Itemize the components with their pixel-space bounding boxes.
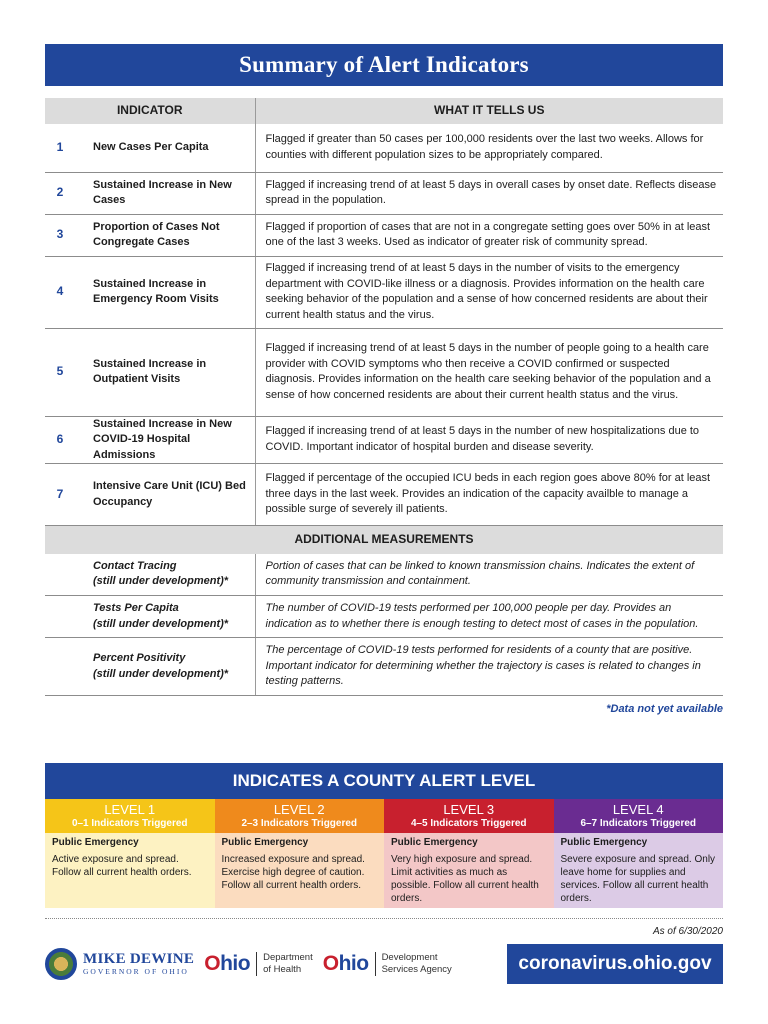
indicator-name: Sustained Increase in New Cases [75, 172, 255, 214]
measurement-description: The percentage of COVID-19 tests performed for residents of a county that are positive. Important indicator for determining whether the trajectory is cases is related to changes in testing patterns. [255, 638, 723, 696]
dept-dev-line2: Services Agency [381, 964, 452, 975]
level-body [45, 833, 215, 908]
alert-level-title: INDICATES A COUNTY ALERT LEVEL [45, 763, 723, 799]
ohio-logo-rest: hio [338, 952, 369, 975]
ohio-logo-o: O [204, 952, 221, 975]
table-row [45, 416, 723, 464]
measurement-description: Portion of cases that can be linked to known transmission chains. Indicates the extent of community transmission and containment. [255, 554, 723, 596]
indicator-name: Proportion of Cases Not Congregate Cases [75, 214, 255, 256]
measurement-name [75, 638, 255, 696]
level-text: Severe exposure and spread. Only leave home for supplies and services. Follow all current health orders. [560, 854, 716, 904]
table-row [45, 214, 723, 256]
indicator-name: Sustained Increase in Outpatient Visits [75, 328, 255, 416]
indicator-description: Flagged if increasing trend of at least 5 days in the number of people going to a health care provider with COVID symptoms who then receive a COVID confirmed or suspected diagnosis. Provides information on the health care seeking behavior of the population and a sense of how concerned residents are about their current health status and the virus. [255, 328, 723, 416]
indicator-number: 3 [45, 214, 75, 256]
footer [45, 944, 723, 984]
ohio-seal-icon [45, 948, 77, 980]
table-header-row [45, 98, 723, 124]
indicator-number: 7 [45, 464, 75, 526]
ohio-logo [204, 952, 250, 976]
indicator-description: Flagged if percentage of the occupied ICU beds in each region goes above 80% for at least three days in the last week. Provides an indication of the capacity availble to manage a possible surge of severely ill patients. [255, 464, 723, 526]
measurement-name [75, 554, 255, 596]
governor-name: MIKE DEWINE [83, 951, 195, 967]
dept-dev-line1: Development [381, 952, 438, 963]
indicator-number: 6 [45, 416, 75, 464]
development-services-agency-label [375, 952, 452, 976]
measurement-note: (still under development)* [93, 667, 229, 680]
level-name: LEVEL 4 [612, 802, 664, 817]
indicators-table [45, 98, 723, 696]
measurement-name [75, 596, 255, 638]
level-2-card [215, 799, 385, 908]
level-1-card [45, 799, 215, 908]
column-header-what-it-tells-us: WHAT IT TELLS US [255, 98, 723, 124]
level-label: Public Emergency [221, 837, 309, 848]
table-row [45, 596, 723, 638]
table-row [45, 172, 723, 214]
level-label: Public Emergency [52, 837, 139, 848]
measurement-note: (still under development)* [93, 575, 229, 588]
additional-measurements-header [45, 526, 723, 554]
level-body [554, 833, 724, 908]
table-row [45, 464, 723, 526]
governor-title: GOVERNOR OF OHIO [83, 967, 189, 976]
website-link[interactable]: coronavirus.ohio.gov [507, 944, 723, 984]
level-label: Public Emergency [391, 837, 478, 848]
indicator-number: 1 [45, 124, 75, 172]
level-header [215, 799, 385, 833]
level-body [215, 833, 385, 908]
empty-cell [45, 638, 75, 696]
measurement-description: The number of COVID-19 tests performed per 100,000 people per day. Provides an indication as to whether there is enough testing to detect most of cases in the population. [255, 596, 723, 638]
indicator-name: Sustained Increase in New COVID-19 Hospital Admissions [75, 416, 255, 464]
level-triggered: 4–5 Indicators Triggered [410, 818, 527, 829]
empty-cell [45, 596, 75, 638]
level-text: Increased exposure and spread. Exercise high degree of caution. Follow all current health orders. [221, 854, 365, 891]
measurement-title: Contact Tracing [93, 559, 177, 572]
alert-levels [45, 799, 723, 908]
column-header-indicator: INDICATOR [45, 98, 255, 124]
level-body [384, 833, 554, 908]
indicator-description: Flagged if increasing trend of at least 5 days in overall cases by onset date. Reflects disease spread in the population. [255, 172, 723, 214]
ohio-logo-o: O [322, 952, 339, 975]
divider [45, 918, 723, 919]
department-of-health-label [256, 952, 313, 976]
measurement-title: Tests Per Capita [93, 602, 179, 614]
level-text: Very high exposure and spread. Limit activities as much as possible. Follow all current health orders. [391, 854, 539, 904]
dept-health-line1: Department [263, 952, 313, 963]
level-header [554, 799, 724, 833]
level-3-card [384, 799, 554, 908]
measurement-note: (still under development)* [93, 617, 229, 630]
level-name: LEVEL 2 [273, 802, 325, 817]
governor-logo [83, 951, 194, 977]
ohio-logo [323, 952, 369, 976]
as-of-date: As of 6/30/2020 [652, 926, 723, 937]
table-row [45, 638, 723, 696]
indicator-number: 2 [45, 172, 75, 214]
table-row [45, 256, 723, 328]
empty-cell [45, 554, 75, 596]
alert-level-panel [45, 763, 723, 908]
level-text: Active exposure and spread. Follow all current health orders. [52, 854, 192, 878]
level-header [384, 799, 554, 833]
indicator-name: Intensive Care Unit (ICU) Bed Occupancy [75, 464, 255, 526]
measurement-title: Percent Positivity [93, 652, 186, 664]
table-row [45, 124, 723, 172]
indicator-description: Flagged if increasing trend of at least 5 days in the number of new hospitalizations due to COVID. Important indicator of hospital burden and disease severity. [255, 416, 723, 464]
indicator-number: 4 [45, 256, 75, 328]
table-row [45, 328, 723, 416]
indicator-number: 5 [45, 328, 75, 416]
level-triggered: 0–1 Indicators Triggered [71, 818, 188, 829]
indicator-description: Flagged if proportion of cases that are not in a congregate setting goes over 50% in at least one of the last 3 weeks. Used as indicator of greater risk of community spread. [255, 214, 723, 256]
indicator-name: Sustained Increase in Emergency Room Visits [75, 256, 255, 328]
page-title: Summary of Alert Indicators [45, 44, 723, 86]
footnote: *Data not yet available [606, 703, 723, 715]
table-row [45, 554, 723, 596]
level-header [45, 799, 215, 833]
ohio-logo-rest: hio [220, 952, 251, 975]
level-label: Public Emergency [560, 837, 648, 848]
indicator-name: New Cases Per Capita [75, 124, 255, 172]
level-name: LEVEL 1 [104, 802, 156, 817]
indicator-description: Flagged if greater than 50 cases per 100,000 residents over the last two weeks. Allows for counties with different population sizes to be appropriately compared. [255, 124, 723, 172]
dept-health-line2: of Health [263, 964, 302, 975]
level-name: LEVEL 3 [443, 802, 495, 817]
level-triggered: 6–7 Indicators Triggered [580, 818, 697, 829]
indicator-description: Flagged if increasing trend of at least 5 days in the number of visits to the emergency department with COVID-like illness or a diagnosis. Provides information on the health care seeking behavior of the population and a sense of how concerned residents are about their current health status and the virus. [255, 256, 723, 328]
level-4-card [554, 799, 724, 908]
additional-measurements-title: ADDITIONAL MEASUREMENTS [45, 526, 723, 554]
level-triggered: 2–3 Indicators Triggered [241, 818, 358, 829]
